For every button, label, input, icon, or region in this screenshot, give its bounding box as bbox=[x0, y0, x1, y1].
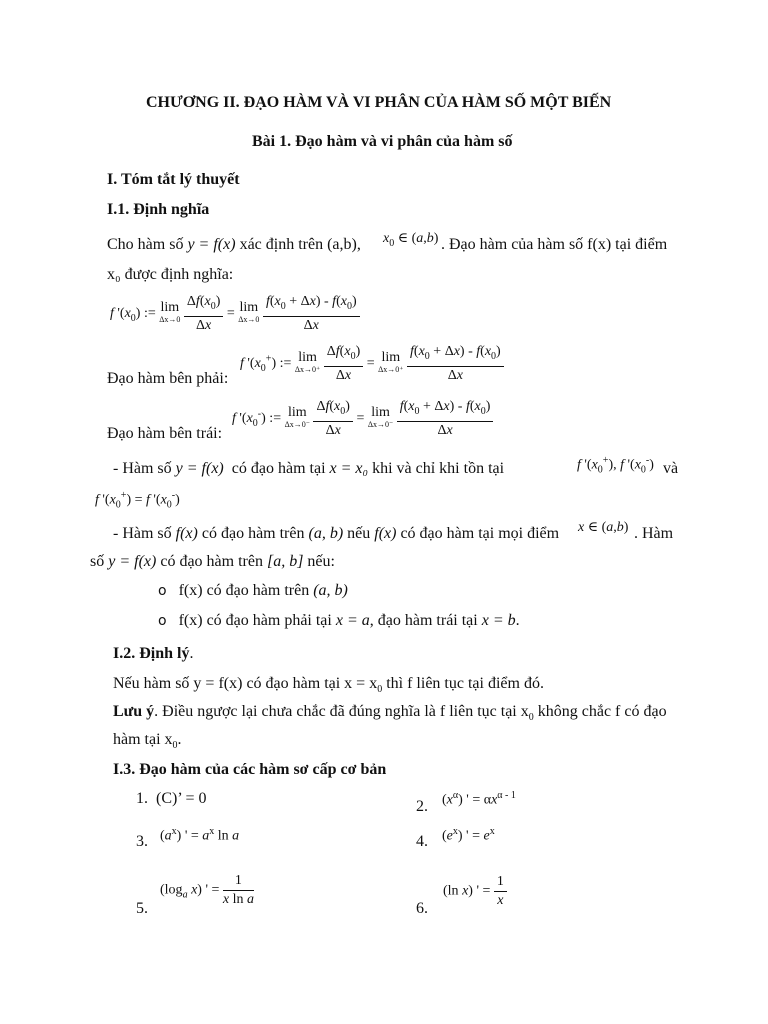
lim-symbol: lim Δx→0⁻ bbox=[284, 404, 310, 429]
formula-6-expression: (ln x) ' = $\frac{1}{x}$ bbox=[443, 873, 507, 910]
one-sided-derivatives-formula: f '$(x_0^+)$, f '$(x_0^-)$ bbox=[577, 455, 654, 476]
formula-4-expression: $(e^x)$ ' = $e^x$ bbox=[442, 826, 495, 844]
text: x₀ được định nghĩa: bbox=[107, 266, 234, 283]
text: f(x) bbox=[374, 525, 397, 542]
text: , đạo hàm trái tại bbox=[369, 612, 478, 629]
section-heading-1-3: I.3. Đạo hàm của các hàm sơ cấp cơ bản bbox=[113, 761, 387, 778]
formula-6-number: 6. bbox=[416, 900, 428, 917]
subscript: 0 bbox=[528, 712, 534, 724]
text: y = f(x) bbox=[187, 236, 236, 253]
condition-line-2 bbox=[113, 525, 559, 543]
definition-line-1-end: . Đạo hàm của hàm số f(x) tại điểm bbox=[441, 236, 668, 253]
derivative-definition-formula: f '$(x_0)$ := lim Δx→0 $\frac{\Delta f(x_0)}{\Delta x}$ = lim Δx→0 $\frac{f(x_0 + \Delta x) - f(x_0)}{\Delta x}$ bbox=[110, 293, 360, 335]
section-heading-1-1: I.1. Định nghĩa bbox=[107, 201, 210, 218]
note-label: Lưu ý bbox=[113, 703, 155, 720]
note-line-1 bbox=[113, 703, 667, 723]
lesson-title: Bài 1. Đạo hàm và vi phân của hàm số bbox=[252, 133, 513, 150]
theorem-text bbox=[113, 675, 544, 695]
subscript: 0 bbox=[172, 740, 178, 752]
formula-3-number: 3. bbox=[136, 833, 148, 850]
lim-symbol: lim Δx→0⁺ bbox=[294, 349, 321, 374]
text: không chắc f có đạo bbox=[537, 703, 667, 720]
text: có đạo hàm trên bbox=[201, 525, 305, 542]
fraction: $\frac{\Delta f(x_0)}{\Delta x}$ bbox=[324, 343, 363, 385]
fraction: $\frac{f(x_0 + \Delta x) - f(x_0)}{\Delta x}$ bbox=[263, 293, 360, 335]
lim-symbol: lim Δx→0⁻ bbox=[367, 404, 394, 429]
left-derivative-label: Đạo hàm bên trái: bbox=[107, 425, 223, 442]
lim-symbol: lim Δx→0 bbox=[159, 299, 181, 324]
text: - Hàm số bbox=[113, 525, 172, 542]
text: thì f liên tục tại điểm đó. bbox=[386, 675, 544, 692]
condition-line-2-end: . Hàm bbox=[634, 525, 674, 542]
lim-symbol: lim Δx→0⁺ bbox=[378, 349, 404, 374]
text: f(x) có đạo hàm trên bbox=[178, 582, 310, 599]
bullet-item-2 bbox=[158, 612, 520, 630]
formula-5-expression: ($\log_a$ x) ' = $\frac{1}{\text{x ln a}}$ bbox=[160, 873, 254, 907]
text: I.2. Định lý bbox=[113, 645, 190, 662]
text: x = x₀ bbox=[329, 460, 369, 477]
text: y = f(x) bbox=[108, 553, 157, 570]
fraction: $\frac{f(x_0 + \Delta x) - f(x_0)}{\Delta x}$ bbox=[397, 398, 494, 440]
fraction: $\frac{\Delta f(x_0)}{\Delta x}$ bbox=[313, 398, 352, 440]
text: xác định trên (a,b), bbox=[239, 236, 361, 253]
formula-2-expression: $(x^\alpha)$ ' = $\alpha x^{\alpha - 1}$ bbox=[442, 790, 516, 808]
section-heading-1: I. Tóm tắt lý thuyết bbox=[107, 171, 240, 188]
fraction: $\frac{1}{x}$ bbox=[494, 873, 507, 910]
formula-1 bbox=[136, 790, 207, 808]
note-line-2 bbox=[113, 731, 182, 751]
left-derivative-formula: f '$(x_0^-)$ := lim Δx→0⁻ $\frac{\Delta f(x_0)}{\Delta x}$ = lim Δx→0⁻ $\frac{f(x_0 + \Delta x) - f(x_0)}{\Delta x}$ bbox=[232, 398, 493, 440]
right-derivative-label: Đạo hàm bên phải: bbox=[107, 370, 229, 387]
formula-3-expression: $(a^x)$ ' = $a^x$ ln a bbox=[160, 826, 240, 844]
formula-4-number: 4. bbox=[416, 833, 428, 850]
text: có đạo hàm tại mọi điểm bbox=[400, 525, 560, 542]
chapter-title: CHƯƠNG II. ĐẠO HÀM VÀ VI PHÂN CỦA HÀM SỐ MỘT BIẾN bbox=[146, 94, 612, 111]
definition-line-2 bbox=[107, 266, 233, 284]
text: số bbox=[90, 553, 105, 570]
definition-line-1 bbox=[107, 236, 361, 254]
fraction: $\frac{\Delta f(x_0)}{\Delta x}$ bbox=[184, 293, 223, 335]
text: . bbox=[189, 645, 194, 662]
subscript: 0 bbox=[377, 684, 383, 696]
text: có đạo hàm tại bbox=[231, 460, 326, 477]
text: nếu: bbox=[307, 553, 335, 570]
section-heading-1-2 bbox=[113, 645, 193, 663]
formula-5-number: 5. bbox=[136, 900, 148, 917]
fraction: $\frac{1}{\text{x ln a}}$ bbox=[222, 873, 254, 907]
text: Cho hàm số bbox=[107, 236, 184, 253]
x0-in-ab-formula: $x_0$ ∈ (a,b) bbox=[383, 231, 439, 249]
text: y = f(x) bbox=[175, 460, 224, 477]
formula-expression: (C)’ = 0 bbox=[156, 790, 207, 807]
text: Nếu hàm số y = f(x) có đạo hàm tại x = x bbox=[113, 675, 378, 692]
circle-bullet-icon: o bbox=[158, 583, 167, 599]
text: f(x) bbox=[175, 525, 198, 542]
text: khi và chỉ khi tồn tại bbox=[372, 460, 505, 477]
text: (a, b) bbox=[313, 582, 348, 599]
bullet-item-1 bbox=[158, 582, 348, 600]
lim-symbol: lim Δx→0 bbox=[238, 299, 260, 324]
formula-2-number: 2. bbox=[416, 798, 428, 815]
condition-line-1-end: và bbox=[663, 460, 679, 477]
x-in-ab-formula: x ∈ (a,b) bbox=[578, 520, 629, 535]
condition-line-3 bbox=[90, 553, 335, 571]
text: f(x) có đạo hàm phải tại bbox=[178, 612, 332, 629]
text: nếu bbox=[347, 525, 371, 542]
text: - Hàm số bbox=[113, 460, 172, 477]
text: x = a bbox=[335, 612, 370, 629]
text: có đạo hàm trên bbox=[160, 553, 263, 570]
condition-line-1 bbox=[113, 460, 504, 478]
right-derivative-formula: f '$(x_0^+)$ := lim Δx→0⁺ $\frac{\Delta f(x_0)}{\Delta x}$ = lim Δx→0⁺ $\frac{f(x_0 + \Delta x) - f(x_0)}{\Delta x}$ bbox=[240, 343, 504, 385]
text: . bbox=[177, 731, 182, 748]
text: [a, b] bbox=[266, 553, 304, 570]
text: (a, b) bbox=[308, 525, 344, 542]
text: x = b bbox=[481, 612, 516, 629]
text: . bbox=[515, 612, 520, 629]
fraction: $\frac{f(x_0 + \Delta x) - f(x_0)}{\Delta x}$ bbox=[407, 343, 504, 385]
text: . Điều ngược lại chưa chắc đã đúng nghĩa là f liên tục tại x bbox=[154, 703, 529, 720]
text: hàm tại x bbox=[113, 731, 173, 748]
formula-number: 1. bbox=[136, 790, 148, 807]
equal-one-sided-formula: f '$(x_0^+) = f$ '$(x_0^-)$ bbox=[95, 490, 180, 511]
circle-bullet-icon: o bbox=[158, 613, 167, 629]
